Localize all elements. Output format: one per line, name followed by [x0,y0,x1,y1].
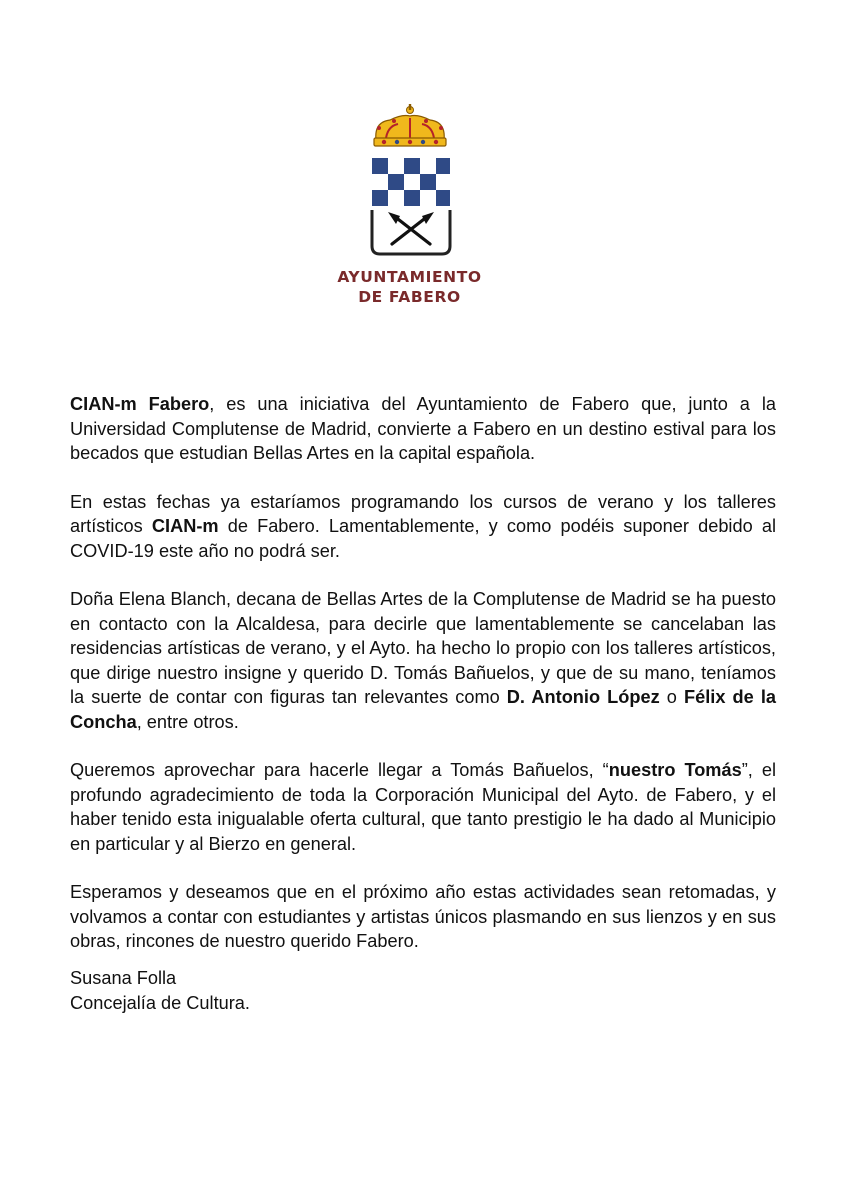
coat-of-arms-icon [366,104,456,262]
paragraph-2 [70,490,776,564]
body-text: En estas fechas ya estaríamos programando los cursos de verano y los talleres artísticos [70,491,776,536]
paragraph-5 [70,880,776,954]
body-text: Queremos aprovechar para hacerle llegar a Tomás Bañuelos, “ [70,760,609,780]
logo-title-line2: DE FABERO [358,288,461,306]
letter-body [70,392,776,978]
bold-text: CIAN-m [151,516,219,536]
bold-text: nuestro Tomás [608,760,742,780]
body-text: Doña Elena Blanch, decana de Bellas Artes de la Complutense de Madrid se ha puesto en contacto con la Alcaldesa, para decirle que lamentablemente se cancelaban las residencias artísticas de verano, y el Ayto. ha hecho lo propio con los talleres artísticos, que dirige nuestro insigne y querido D. Tomás Bañuelos, y que de su mano, teníamos la suerte de contar con figuras tan relevantes como [70,589,776,707]
municipal-logo [318,104,518,314]
paragraph-4 [70,758,776,856]
checkered-shield-icon [372,158,450,206]
body-text: o [659,687,684,707]
body-text: Esperamos y deseamos que en el próximo año estas actividades sean retomadas, y volvamos a contar con estudiantes y artistas únicos plasmando en sus lienzos y en sus obras, rincones de nuestro querido Fabero. [70,882,776,951]
bold-text: CIAN-m Fabero [70,394,210,414]
bold-text: D. Antonio López [506,687,660,707]
bold-text: Félix de la Concha [70,687,776,732]
paragraph-3 [70,587,776,734]
logo-title-line1: AYUNTAMIENTO [337,268,482,286]
signature-block [70,966,250,1015]
crown-icon [374,104,446,146]
body-text: , es una iniciativa del Ayuntamiento de Fabero que, junto a la Universidad Complutense de Madrid, convierte a Fabero en un destino estival para los becados que estudian Bellas Artes en la capital española. [70,394,777,463]
body-text: de Fabero. Lamentablemente, y como podéis suponer debido al COVID-19 este año no podrá ser. [70,516,776,561]
body-text: ”, el profundo agradecimiento de toda la Corporación Municipal del Ayto. de Fabero, y el haber tenido esta inigualable oferta cultural, que tanto prestigio le ha dado al Municipio en particular y al Bierzo en general. [70,760,776,854]
paragraph-1 [70,392,776,466]
body-text: , entre otros. [136,711,239,732]
crossed-hammers-icon [388,212,434,244]
signature-name: Susana Folla [70,968,177,988]
signature-role: Concejalía de Cultura. [70,992,250,1013]
